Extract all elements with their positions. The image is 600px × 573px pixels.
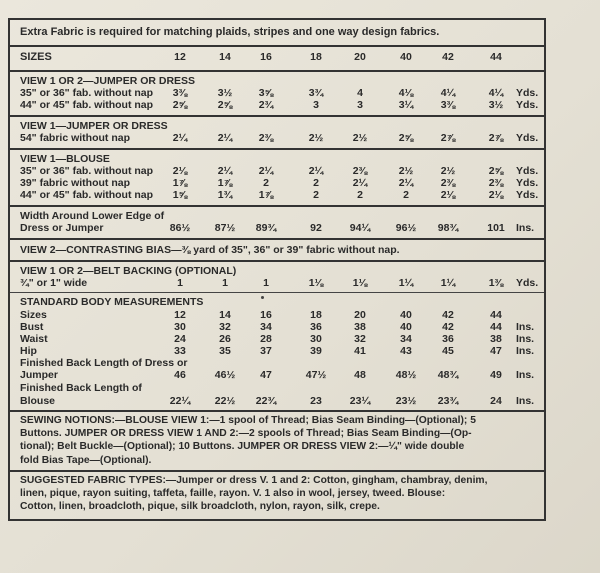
suggested-fabrics-line: Cotton, linen, broadcloth, pique, silk broadcloth, nylon, rayon, silk, crepe. bbox=[20, 501, 380, 513]
yardage-value: 2⅞ bbox=[488, 132, 504, 144]
measure-value: 42 bbox=[442, 309, 454, 321]
measure-value: 34 bbox=[400, 333, 412, 345]
measure-value: 45 bbox=[442, 345, 454, 357]
yardage-table bbox=[8, 18, 546, 521]
intro-note: Extra Fabric is required for matching plaids, stripes and one way design fabrics. bbox=[20, 26, 440, 38]
belt-value: 1 bbox=[177, 277, 183, 289]
yardage-value: 2⅝ bbox=[172, 99, 188, 111]
yardage-value: 2 bbox=[403, 189, 409, 201]
measure-value: 37 bbox=[260, 345, 272, 357]
yardage-value: 2 bbox=[263, 177, 269, 189]
sizes-header-value: 40 bbox=[400, 51, 412, 63]
measure-value: 40 bbox=[400, 309, 412, 321]
measure-value: 24 bbox=[174, 333, 186, 345]
yardage-value: 3 bbox=[357, 99, 363, 111]
yardage-value: 2¼ bbox=[258, 165, 274, 177]
back-length-dress-label2: Jumper bbox=[20, 369, 58, 381]
yardage-value: 2¼ bbox=[308, 165, 324, 177]
belt-value: 1⅜ bbox=[488, 277, 504, 289]
back-length-blouse-value: 23½ bbox=[395, 395, 417, 407]
measure-value: 39 bbox=[310, 345, 322, 357]
yardage-value: 1⅞ bbox=[217, 177, 233, 189]
yardage-value: 4¼ bbox=[440, 87, 456, 99]
yardage-value: 2½ bbox=[352, 132, 368, 144]
belt-value: 1¼ bbox=[398, 277, 414, 289]
measure-value: 36 bbox=[442, 333, 454, 345]
row-label: 44" or 45" fab. without nap bbox=[20, 99, 154, 111]
belt-unit: Yds. bbox=[516, 277, 539, 289]
yardage-value: 2½ bbox=[308, 132, 324, 144]
belt-value: 1 bbox=[222, 277, 228, 289]
sizes-header-value: 16 bbox=[260, 51, 272, 63]
yardage-unit: Yds. bbox=[516, 132, 539, 144]
measure-unit: Ins. bbox=[516, 345, 535, 357]
back-length-dress-value: 48½ bbox=[395, 369, 417, 381]
measure-value: 12 bbox=[174, 309, 186, 321]
back-length-blouse-label2: Blouse bbox=[20, 395, 56, 407]
measure-value: 38 bbox=[354, 321, 366, 333]
belt-value: 1⅛ bbox=[352, 277, 368, 289]
sizes-header-value: 12 bbox=[174, 51, 186, 63]
yardage-value: 3 bbox=[313, 99, 319, 111]
back-length-dress-value: 47 bbox=[260, 369, 272, 381]
back-length-dress-label: Finished Back Length of Dress or bbox=[20, 357, 188, 369]
back-length-blouse-value: 24 bbox=[490, 395, 502, 407]
yardage-value: 2¼ bbox=[172, 132, 188, 144]
measure-value: 14 bbox=[219, 309, 231, 321]
measure-value: 34 bbox=[260, 321, 272, 333]
back-length-blouse-value: 22½ bbox=[214, 395, 236, 407]
yardage-value: 89¾ bbox=[255, 222, 277, 234]
back-length-dress-value: 48 bbox=[354, 369, 366, 381]
yardage-value: 4⅛ bbox=[398, 87, 414, 99]
yardage-value: 2 bbox=[313, 177, 319, 189]
measure-value: 40 bbox=[400, 321, 412, 333]
yardage-value: 2⅛ bbox=[440, 189, 456, 201]
yardage-value: 2⅜ bbox=[352, 165, 368, 177]
yardage-unit: Yds. bbox=[516, 189, 539, 201]
yardage-value: 2⅛ bbox=[172, 165, 188, 177]
sizes-header-value: 20 bbox=[354, 51, 366, 63]
section-title: VIEW 1 OR 2—JUMPER OR DRESS bbox=[20, 75, 196, 87]
measure-unit: Ins. bbox=[516, 333, 535, 345]
ink-dot bbox=[261, 296, 264, 299]
yardage-value: 2 bbox=[357, 189, 363, 201]
suggested-fabrics-line: SUGGESTED FABRIC TYPES:—Jumper or dress V. 1 and 2: Cotton, gingham, chambray, denim, bbox=[20, 474, 488, 486]
yardage-value: 2 bbox=[313, 189, 319, 201]
yardage-value: 3½ bbox=[488, 99, 504, 111]
yardage-value: 3⅝ bbox=[258, 87, 274, 99]
row-label: 35" or 36" fab. without nap bbox=[20, 165, 154, 177]
yardage-value: 2⅜ bbox=[258, 132, 274, 144]
yardage-value: 3½ bbox=[217, 87, 233, 99]
sizes-header-value: 44 bbox=[490, 51, 502, 63]
yardage-value: 2½ bbox=[440, 165, 456, 177]
back-length-dress-value: 48¾ bbox=[437, 369, 459, 381]
sewing-notions-line: tional); Belt Buckle—(Optional); 10 Buttons. JUMPER OR DRESS VIEW 2:—¼" wide double bbox=[20, 441, 465, 453]
yardage-unit: Yds. bbox=[516, 87, 539, 99]
section-title: VIEW 1—BLOUSE bbox=[20, 153, 110, 165]
yardage-unit: Ins. bbox=[516, 222, 535, 234]
yardage-value: 1⅞ bbox=[172, 177, 188, 189]
measure-value: 36 bbox=[310, 321, 322, 333]
measure-value: 30 bbox=[174, 321, 186, 333]
section-title: Width Around Lower Edge of bbox=[20, 210, 165, 222]
divider-belt bbox=[10, 292, 544, 293]
contrasting-bias: VIEW 2—CONTRASTING BIAS—⅜ yard of 35", 36" or 39" fabric without nap. bbox=[20, 244, 400, 256]
measure-value: 35 bbox=[219, 345, 231, 357]
measure-value: 26 bbox=[219, 333, 231, 345]
back-length-blouse-label: Finished Back Length of bbox=[20, 382, 142, 394]
sizes-label: SIZES bbox=[20, 51, 52, 63]
measure-value: 32 bbox=[354, 333, 366, 345]
divider-notions bbox=[10, 470, 544, 472]
section-divider bbox=[10, 238, 544, 240]
measure-value: 43 bbox=[400, 345, 412, 357]
back-length-dress-value: 49 bbox=[490, 369, 502, 381]
measure-value: 28 bbox=[260, 333, 272, 345]
yardage-value: 1¾ bbox=[217, 189, 233, 201]
yardage-value: 2¼ bbox=[217, 165, 233, 177]
yardage-value: 96½ bbox=[395, 222, 417, 234]
measure-value: 30 bbox=[310, 333, 322, 345]
row-label: 54" fabric without nap bbox=[20, 132, 130, 144]
back-length-blouse-value: 23¾ bbox=[437, 395, 459, 407]
back-length-blouse-value: 22¾ bbox=[255, 395, 277, 407]
belt-value: 1⅛ bbox=[308, 277, 324, 289]
yardage-value: 4 bbox=[357, 87, 363, 99]
sizes-header-value: 18 bbox=[310, 51, 322, 63]
measure-value: 47 bbox=[490, 345, 502, 357]
yardage-value: 98¾ bbox=[437, 222, 459, 234]
section-divider bbox=[10, 115, 544, 117]
measure-unit: Ins. bbox=[516, 321, 535, 333]
measure-value: 38 bbox=[490, 333, 502, 345]
yardage-value: 2⅜ bbox=[440, 177, 456, 189]
back-length-blouse-value: 23¼ bbox=[349, 395, 371, 407]
yardage-value: 3¾ bbox=[308, 87, 324, 99]
yardage-value: 94¼ bbox=[349, 222, 371, 234]
back-length-dress-unit: Ins. bbox=[516, 369, 535, 381]
divider-measurements bbox=[10, 410, 544, 412]
back-length-blouse-value: 22¼ bbox=[169, 395, 191, 407]
sizes-header-value: 14 bbox=[219, 51, 231, 63]
yardage-value: 2⅛ bbox=[488, 189, 504, 201]
section-title: VIEW 1—JUMPER OR DRESS bbox=[20, 120, 168, 132]
measure-value: 42 bbox=[442, 321, 454, 333]
measure-value: 44 bbox=[490, 309, 502, 321]
row-label: 35" or 36" fab. without nap bbox=[20, 87, 154, 99]
measure-value: 44 bbox=[490, 321, 502, 333]
yardage-value: 4¼ bbox=[488, 87, 504, 99]
row-label: 39" fabric without nap bbox=[20, 177, 130, 189]
yardage-value: 2⅝ bbox=[488, 165, 504, 177]
measure-value: 32 bbox=[219, 321, 231, 333]
yardage-value: 2⅞ bbox=[440, 132, 456, 144]
yardage-value: 3⅜ bbox=[172, 87, 188, 99]
belt-value: 1¼ bbox=[440, 277, 456, 289]
yardage-value: 2⅝ bbox=[398, 132, 414, 144]
section-divider bbox=[10, 205, 544, 207]
divider-sizes bbox=[10, 70, 544, 72]
suggested-fabrics-line: linen, pique, rayon suiting, taffeta, faille, rayon. V. 1 also in wool, jersey, tweed. Blouse: bbox=[20, 488, 446, 499]
measure-value: 18 bbox=[310, 309, 322, 321]
back-length-dress-value: 46½ bbox=[214, 369, 236, 381]
yardage-value: 1⅞ bbox=[258, 189, 274, 201]
yardage-unit: Yds. bbox=[516, 165, 539, 177]
back-length-dress-value: 47½ bbox=[305, 369, 327, 381]
back-length-dress-value: 46 bbox=[174, 369, 186, 381]
measure-label: Waist bbox=[20, 333, 48, 345]
yardage-value: 87½ bbox=[214, 222, 236, 234]
measure-value: 16 bbox=[260, 309, 272, 321]
yardage-value: 1⅝ bbox=[172, 189, 188, 201]
back-length-blouse-unit: Ins. bbox=[516, 395, 535, 407]
yardage-unit: Yds. bbox=[516, 99, 539, 111]
measure-value: 33 bbox=[174, 345, 186, 357]
belt-value: 1 bbox=[263, 277, 269, 289]
sewing-notions-line: fold Bias Tape—(Optional). bbox=[20, 454, 152, 466]
row-label: Dress or Jumper bbox=[20, 222, 104, 234]
yardage-value: 3⅜ bbox=[440, 99, 456, 111]
divider-bias bbox=[10, 260, 544, 262]
yardage-value: 86½ bbox=[169, 222, 191, 234]
measure-label: Bust bbox=[20, 321, 44, 333]
back-length-blouse-value: 23 bbox=[310, 395, 322, 407]
yardage-value: 2¾ bbox=[258, 99, 274, 111]
belt-title: VIEW 1 OR 2—BELT BACKING (OPTIONAL) bbox=[20, 265, 237, 277]
section-divider bbox=[10, 148, 544, 150]
yardage-value: 2⅝ bbox=[217, 99, 233, 111]
belt-label: ¾" or 1" wide bbox=[20, 277, 88, 289]
measure-label: Hip bbox=[20, 345, 37, 357]
measurements-title: STANDARD BODY MEASUREMENTS bbox=[20, 296, 204, 308]
measure-value: 20 bbox=[354, 309, 366, 321]
yardage-value: 2½ bbox=[398, 165, 414, 177]
yardage-value: 3¼ bbox=[398, 99, 414, 111]
measure-value: 41 bbox=[354, 345, 366, 357]
sewing-notions-line: Buttons. JUMPER OR DRESS VIEW 1 AND 2:—2 spools of Thread; Bias Seam Binding—(Op- bbox=[20, 428, 472, 440]
yardage-value: 2⅜ bbox=[488, 177, 504, 189]
yardage-value: 92 bbox=[310, 222, 322, 234]
yardage-value: 2¼ bbox=[398, 177, 414, 189]
measure-label: Sizes bbox=[20, 309, 47, 321]
yardage-value: 2¼ bbox=[217, 132, 233, 144]
yardage-unit: Yds. bbox=[516, 177, 539, 189]
divider-intro bbox=[10, 45, 544, 47]
yardage-value: 2¼ bbox=[352, 177, 368, 189]
row-label: 44" or 45" fab. without nap bbox=[20, 189, 154, 201]
sewing-notions-line: SEWING NOTIONS:—BLOUSE VIEW 1:—1 spool of Thread; Bias Seam Binding—(Optional); 5 bbox=[20, 415, 476, 426]
yardage-value: 101 bbox=[487, 222, 505, 234]
sizes-header-value: 42 bbox=[442, 51, 454, 63]
